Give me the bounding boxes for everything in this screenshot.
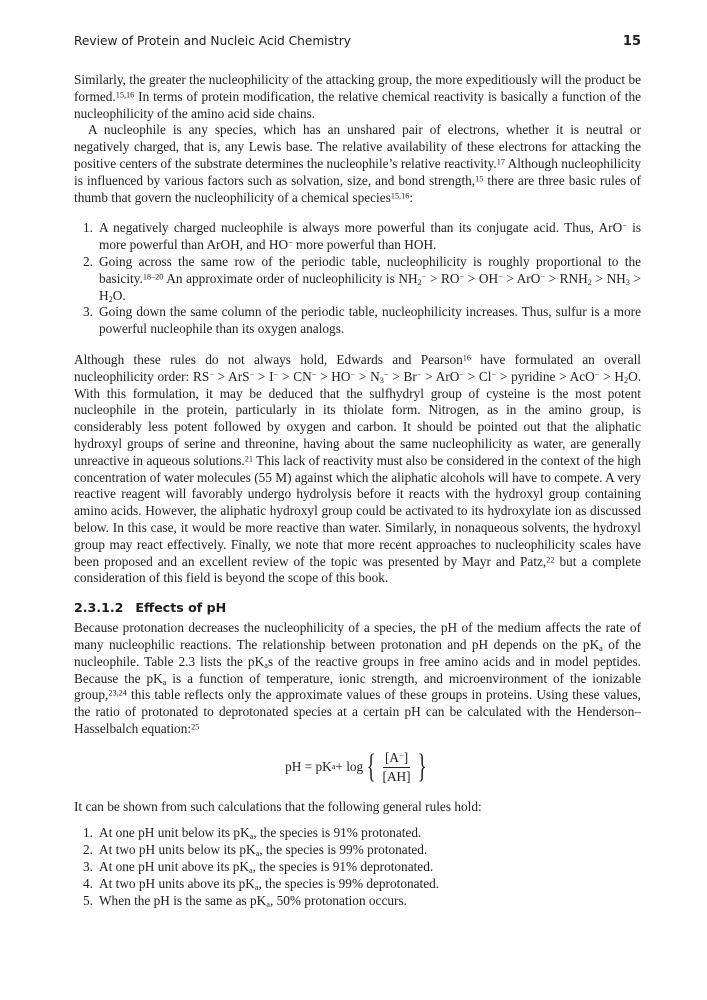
list-number: 1. (83, 825, 93, 841)
denominator: [AH] (382, 768, 411, 784)
paragraph-4 (74, 620, 641, 738)
text-run: > OH (464, 270, 499, 286)
text-run: s of the reactive groups in free amino acids and in model peptides. Because the pK (74, 653, 641, 686)
citation: 25 (191, 722, 200, 732)
page (74, 34, 641, 910)
subscript: a (255, 849, 260, 859)
citation: 23,24 (108, 688, 127, 698)
list-item (83, 220, 642, 254)
text-run: Although these rules do not always hold, Edwards and Pearson (74, 351, 463, 367)
section-heading (74, 600, 641, 615)
charge: − (540, 272, 545, 282)
text-run: of the nucleophile. Table 2.3 lists the pK (74, 636, 641, 669)
citation: 22 (546, 554, 555, 564)
text-run: but a complete consideration of this field is beyond the scope of this book. (74, 553, 641, 586)
text-run: > ArS (213, 368, 250, 384)
list-number: 5. (83, 893, 93, 909)
subscript: 2 (587, 277, 592, 287)
text-run: this table reflects only the approximate values of these groups in proteins. Using these values, the ratio of protonated to deprotonated species at a certain pH can be calculated with the Henderson–Hasselbalch equation: (74, 687, 641, 736)
section-number: 2.3.1.2 (74, 600, 124, 616)
list-number: 1. (83, 220, 93, 236)
text-run: A negatively charged nucleophile is always more powerful than its conjugate acid. Thus, ArO (99, 220, 623, 236)
citation: 16 (462, 353, 472, 363)
list-number: 2. (83, 253, 93, 269)
subscript: 3 (379, 375, 384, 385)
charge: − (498, 272, 503, 282)
list-item (83, 842, 641, 859)
text-run: , 50% protonation occurs. (269, 893, 407, 909)
charge: − (350, 370, 356, 380)
text-run: Because protonation decreases the nucleophilicity of a species, the pH of the medium affects the rate of many nucleophilic reactions. The relationship between protonation and pH depends on the pK (74, 620, 641, 652)
text-run: > RNH (544, 270, 588, 286)
list-item (83, 825, 641, 842)
text-run: > ArO (502, 270, 541, 286)
text-run: At one pH unit below its pK (99, 825, 250, 841)
list-item (83, 876, 641, 893)
charge: − (421, 272, 427, 282)
citation: 18–20 (142, 272, 164, 282)
text-run: A nucleophile is any species, which has an unshared pair of electrons, whether it is neutral or negatively charged, that is, any Lewis base. The relative availability of these electrons for attacking the positive centers of the substrate determines the nucleophile’s relative reactivity. (74, 122, 641, 171)
text-run: Although nucleophilicity is influenced by various factors such as solvation, size, and bond strength, (74, 155, 641, 188)
charge: − (416, 370, 422, 380)
charge: − (399, 750, 404, 760)
paragraph-5: It can be shown from such calculations that the following general rules hold: (74, 798, 482, 814)
list-number: 3. (83, 304, 93, 320)
subscript: a (162, 677, 167, 687)
text-run: > Br (388, 368, 417, 384)
text-run: At one pH unit above its pK (99, 859, 249, 875)
text-run: > RO (426, 270, 460, 286)
text-run: have formulated an overall nucleophilicity order: RS (74, 351, 641, 384)
numerator (383, 750, 410, 768)
close-brace: } (417, 748, 427, 786)
text-run: An approximate order of nucleophilicity is NH (163, 270, 418, 286)
subscript: 2 (108, 294, 113, 304)
charge: − (249, 370, 255, 380)
text-run: Similarly, the greater the nucleophilicity of the attacking group, the more expeditiously will the product be formed. (74, 72, 641, 104)
text-run: > ArO (421, 368, 460, 384)
list-item (83, 253, 642, 304)
fraction (381, 750, 413, 785)
paragraph-2 (74, 122, 641, 206)
page-number: 15 (622, 34, 641, 49)
charge: − (311, 370, 317, 380)
text-run: > H (599, 368, 624, 384)
subscript: 3 (625, 277, 630, 287)
nucleophilicity-rules-list (74, 220, 641, 338)
charge: − (459, 370, 464, 380)
subscript: a (248, 866, 253, 876)
text-run: Going down the same column of the periodic table, nucleophilicity increases. Thus, sulfur is a more powerful nucleophile than its oxygen analogs. (99, 304, 641, 337)
paragraph-3 (74, 352, 641, 587)
text-run: In terms of protein modification, the relative chemical reactivity is basically a function of the nucleophilicity of the amino acid side chains. (74, 88, 641, 121)
text-run: > HO (316, 368, 351, 384)
list-number: 4. (83, 876, 93, 892)
text-run: : (409, 189, 414, 205)
running-title: Review of Protein and Nucleic Acid Chemistry (74, 34, 351, 48)
text-run: , the species is 91% protonated. (253, 825, 422, 841)
text-run: > I (254, 368, 274, 384)
subscript: a (599, 643, 603, 653)
text-run: When the pH is the same as pK (99, 893, 267, 909)
text-run: , the species is 99% protonated. (259, 842, 428, 858)
subscript: 2 (623, 375, 629, 385)
section-title: Effects of pH (135, 600, 227, 616)
open-brace: { (366, 748, 376, 786)
text-run: more powerful than HOH. (292, 237, 437, 253)
list-item (83, 893, 641, 910)
text-run: ] (403, 749, 409, 765)
charge: − (273, 370, 279, 380)
ph-rules-list (74, 825, 641, 910)
charge: − (209, 370, 214, 380)
charge: − (383, 370, 389, 380)
citation: 15,16 (390, 190, 410, 200)
text-run: is more powerful than ArOH, and HO (99, 220, 642, 253)
charge: − (594, 370, 600, 380)
text-run: At two pH units below its pK (99, 842, 256, 858)
henderson-hasselbalch-equation: pH = pK a + log { $\frac{[A^-]}{[AH]}$ } (285, 748, 427, 786)
charge: − (622, 221, 627, 231)
citation: 21 (244, 454, 253, 464)
subscript: 2 (417, 277, 422, 287)
text-run: At two pH units above its pK (99, 876, 255, 892)
text-run: O. With this formulation, it may be deduced that the sulfhydryl group of cysteine is the most potent nucleophile in the protein, particularly in its thiolate form. Nitrogen, as in the amino group, is considerably less potent followed by oxygen and carbon. It should be pointed out that the aliphatic hydroxyl groups of serine and threonine, having about the same nucleophilicity as water, are generally unreactive in aqueous solutions. (74, 368, 642, 468)
text-run: [A (385, 749, 400, 765)
list-number: 3. (83, 859, 93, 875)
text-run: , the species is 91% deprotonated. (252, 859, 434, 875)
text-run: Going across the same row of the periodic table, nucleophilicity is roughly proportional to the basicity. (99, 253, 641, 286)
list-item (83, 304, 641, 338)
text-run: > CN (278, 368, 312, 384)
subscript: a (254, 883, 259, 893)
text-run: > H (99, 270, 642, 303)
list-item (83, 859, 641, 876)
text-run: , the species is 99% deprotonated. (258, 876, 440, 892)
text-run: there are three basic rules of thumb that govern the nucleophilicity of a chemical species (74, 172, 641, 205)
paragraph-1 (74, 72, 641, 122)
text-run: This lack of reactivity must also be considered in the context of the high concentration of water molecules (55 M) against which the aliphatic alcohols will have to compete. A very reactive reagent will favorably undergo hydrolysis before it reacts with the hydroxyl group containing amino acids. However, the aliphatic hydroxyl group could be activated to its hydroxylate ion as discussed below. In this case, it would be more reactive than water. Similarly, in nonaqueous solvents, the hydroxyl group may react effectively. Finally, we note that more recent approaches to nucleophilicity scales have been proposed and an excellent review of the topic was presented by Mayr and Patz, (74, 452, 642, 569)
text-run: is a function of temperature, ionic strength, and microenvironment of the ionizable group, (74, 670, 641, 703)
text-run: O. (112, 287, 126, 303)
running-header (74, 34, 641, 49)
charge: − (459, 272, 465, 282)
text-run: > N (355, 368, 380, 384)
subscript: a (266, 900, 270, 910)
text-run: > pyridine > AcO (496, 368, 595, 384)
citation: 17 (496, 157, 505, 167)
citation: 15 (475, 174, 484, 184)
text-run: > NH (591, 270, 626, 286)
equation-log: + log (335, 759, 364, 775)
subscript: a (264, 660, 268, 670)
citation: 15,16 (115, 90, 135, 100)
charge: − (491, 370, 497, 380)
text-run: > Cl (463, 368, 492, 384)
equation-lhs: pH = pK (285, 759, 332, 775)
list-number: 2. (83, 842, 93, 858)
subscript: a (249, 832, 254, 842)
charge: − (288, 238, 293, 248)
